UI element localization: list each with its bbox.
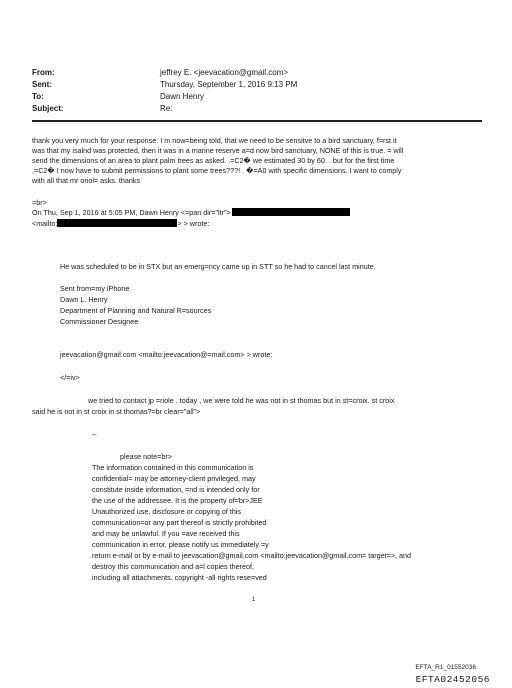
contact-line: we tried to contact jp =riole . today , we were told he was not in st thomas but in st=croix. st croix — [88, 396, 395, 405]
quoted-line: He was scheduled to be in STX but an emerg=ncy came up in STT so he had to cancel last minute. — [60, 262, 376, 271]
contact-line: said he is not in st croix in st thomas?=br clear="all"> — [32, 407, 201, 416]
header-divider — [32, 120, 482, 122]
redaction-box — [232, 208, 350, 216]
from-label: From: — [32, 68, 55, 77]
br-tag: =br> — [32, 198, 47, 207]
subject-label: Subject: — [32, 104, 64, 113]
note-line: destroy this communication and a=l copies thereof, — [92, 562, 255, 571]
sent-value: Thursday, September 1, 2016 9:13 PM — [160, 80, 298, 89]
note-line: the use of the addressee. It is the property of=br>JEE — [92, 496, 263, 505]
sent-label: Sent: — [32, 80, 52, 89]
signature-dashes: -- — [92, 430, 97, 439]
reply-line: with all that mr oriol= asks. thanks — [32, 176, 141, 185]
reply-line: ,=C2� I now have to submit permissions to plant some trees???! . �=A0 with specific dimensions. I want to comply — [32, 166, 402, 175]
mailto-prefix: <mailto: — [32, 219, 58, 228]
note-line: please note=br> — [120, 452, 172, 461]
on-date-line: On Thu, Sep 1, 2016 at 5:05 PM, Dawn Henry <=pan dir="ltr"> — [32, 208, 231, 217]
note-line: communication=or any part thereof is strictly prohibited — [92, 518, 267, 527]
note-line: The information contained in this communication is — [92, 463, 254, 472]
note-line: return e-mail or by e-mail to jeevacation@gmail.com <mailto:jeevacation@gmail.com= target=>, and — [92, 551, 412, 560]
note-line: Unauthorized use, disclosure or copying of this — [92, 507, 242, 516]
reply-line: was that my isalnd was protected, then it was in a marine reserve a=d now bird sanctuary, NONE of this is true. = will — [32, 146, 404, 155]
div-close-tag: </=iv> — [60, 373, 80, 382]
note-line: and may be unlawful. If you =ave received this — [92, 529, 240, 538]
jee-wrote-line: jeevacation@gmail.com <mailto:jeevacation@=mail.com> > wrote: — [60, 350, 273, 359]
reply-line: thank you very much for your response. I m now=being told, that we need to be sensitve to a bird sanctuary, f=rst it — [32, 136, 397, 145]
signature-line: Sent from=my iPhone — [60, 284, 130, 293]
to-value: Dawn Henry — [160, 92, 205, 101]
redaction-box — [57, 219, 177, 227]
note-line: communication in error, please notify us immediately =y — [92, 540, 269, 549]
subject-value: Re: — [160, 104, 173, 113]
to-label: To: — [32, 92, 44, 101]
page-number: 1 — [252, 597, 256, 603]
efta-stamp-small: EFTA_R1_01552036 — [415, 664, 476, 671]
quote-attribution — [32, 208, 350, 218]
signature-line: Dawn L. Henry — [60, 295, 108, 304]
mailto-line — [32, 219, 209, 229]
from-value: jeffrey E. <jeevacation@gmail.com> — [160, 68, 289, 77]
reply-line: send the dimensions of an area to plant palm trees as asked. .=C2� we estimated 30 by 60. . but for the first time — [32, 156, 395, 165]
mailto-suffix: > > wrote: — [177, 219, 210, 228]
note-line: constitute inside information, =nd is intended only for — [92, 485, 260, 494]
note-line: including all attachments. copyright -all rights rese=ved — [92, 573, 267, 582]
note-line: confidential= may be attorney-client privileged, may — [92, 474, 256, 483]
signature-line: Commissioner Designee — [60, 317, 139, 326]
efta-stamp-large: EFTA02452056 — [415, 674, 490, 685]
signature-line: Department of Planning and Natural R=sources — [60, 306, 212, 315]
